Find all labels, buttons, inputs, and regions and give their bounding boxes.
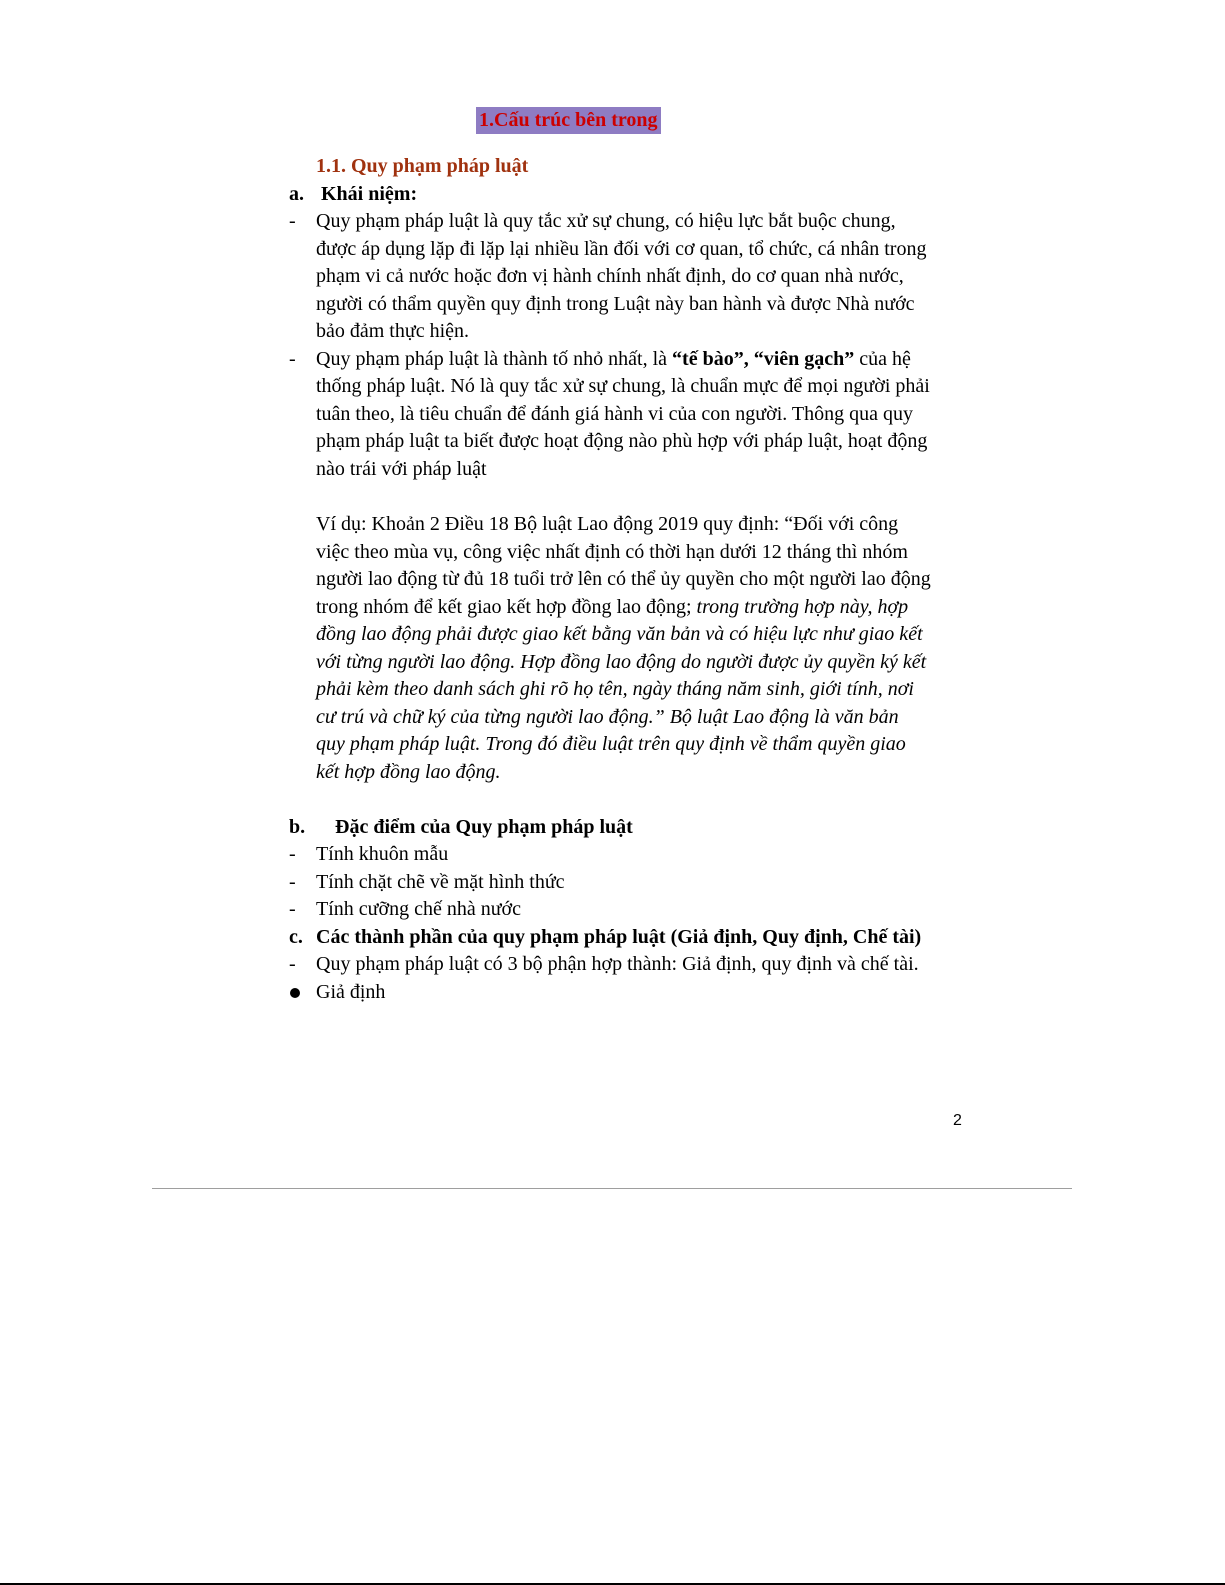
bullet-icon — [290, 987, 300, 998]
italic-run: trong trường hợp này, hợp — [696, 596, 909, 618]
section-b-marker: b. — [289, 816, 306, 838]
dash-marker: - — [289, 953, 296, 975]
list-item: Tính khuôn mẫu — [316, 843, 449, 865]
paragraph-line: phạm vi cả nước hoặc đơn vị hành chính nhất định, do cơ quan nhà nước, — [316, 265, 904, 287]
paragraph-line: thống pháp luật. Nó là quy tắc xử sự chung, là chuẩn mực để mọi người phải — [316, 375, 930, 397]
section-a-title: Khái niệm: — [321, 183, 418, 205]
page-divider — [152, 1188, 1072, 1189]
example-line: việc theo mùa vụ, công việc nhất định có thời hạn dưới 12 tháng thì nhóm — [316, 541, 908, 563]
section-c-marker: c. — [289, 926, 303, 948]
paragraph-line: Quy phạm pháp luật là quy tắc xử sự chung, có hiệu lực bắt buộc chung, — [316, 210, 896, 232]
section-b-title: Đặc điểm của Quy phạm pháp luật — [335, 816, 633, 838]
dash-marker: - — [289, 871, 296, 893]
example-italic-line: đồng lao động phải được giao kết bằng văn bản và có hiệu lực như giao kết — [316, 623, 923, 645]
list-item: Tính chặt chẽ về mặt hình thức — [316, 871, 565, 893]
paragraph-line: tuân theo, là tiêu chuẩn để đánh giá hành vi của con người. Thông qua quy — [316, 403, 914, 425]
paragraph-line: bảo đảm thực hiện. — [316, 320, 470, 342]
section-a-marker: a. — [289, 183, 304, 205]
list-item: Tính cưỡng chế nhà nước — [316, 898, 521, 920]
bullet-item: Giả định — [316, 981, 386, 1003]
example-line: người lao động từ đủ 18 tuổi trở lên có thể ủy quyền cho một người lao động — [316, 568, 931, 590]
dash-marker: - — [289, 210, 296, 232]
page-number: 2 — [953, 1112, 962, 1129]
text-run: Quy phạm pháp luật là thành tố nhỏ nhất, là — [316, 348, 673, 370]
paragraph-line — [316, 345, 911, 373]
main-heading: 1.Cấu trúc bên trong — [476, 107, 661, 134]
dash-marker: - — [289, 348, 296, 370]
sub-heading: 1.1. Quy phạm pháp luật — [316, 155, 529, 177]
list-item: Quy phạm pháp luật có 3 bộ phận hợp thành: Giả định, quy định và chế tài. — [316, 953, 919, 975]
example-line — [316, 593, 908, 621]
paragraph-line: nào trái với pháp luật — [316, 458, 487, 480]
example-italic-line: với từng người lao động. Hợp đồng lao động do người được ủy quyền ký kết — [316, 651, 927, 673]
dash-marker: - — [289, 843, 296, 865]
example-italic-line: cư trú và chữ ký của từng người lao động.” Bộ luật Lao động là văn bản — [316, 706, 899, 728]
text-run: trong nhóm để kết giao kết hợp đồng lao động; — [316, 596, 697, 618]
text-run: của hệ — [854, 348, 911, 370]
example-line: Ví dụ: Khoản 2 Điều 18 Bộ luật Lao động 2019 quy định: “Đối với công — [316, 513, 899, 535]
bold-run: “tế bào”, “viên gạch” — [672, 348, 855, 370]
example-italic-line: quy phạm pháp luật. Trong đó điều luật trên quy định về thẩm quyền giao — [316, 733, 906, 755]
example-italic-line: kết hợp đồng lao động. — [316, 761, 501, 783]
example-italic-line: phải kèm theo danh sách ghi rõ họ tên, ngày tháng năm sinh, giới tính, nơi — [316, 678, 914, 700]
dash-marker: - — [289, 898, 296, 920]
section-c-title: Các thành phần của quy phạm pháp luật (Giả định, Quy định, Chế tài) — [316, 926, 922, 948]
paragraph-line: được áp dụng lặp đi lặp lại nhiều lần đối với cơ quan, tổ chức, cá nhân trong — [316, 238, 927, 260]
paragraph-line: người có thẩm quyền quy định trong Luật này ban hành và được Nhà nước — [316, 293, 915, 315]
paragraph-line: phạm pháp luật ta biết được hoạt động nào phù hợp với pháp luật, hoạt động — [316, 430, 928, 452]
